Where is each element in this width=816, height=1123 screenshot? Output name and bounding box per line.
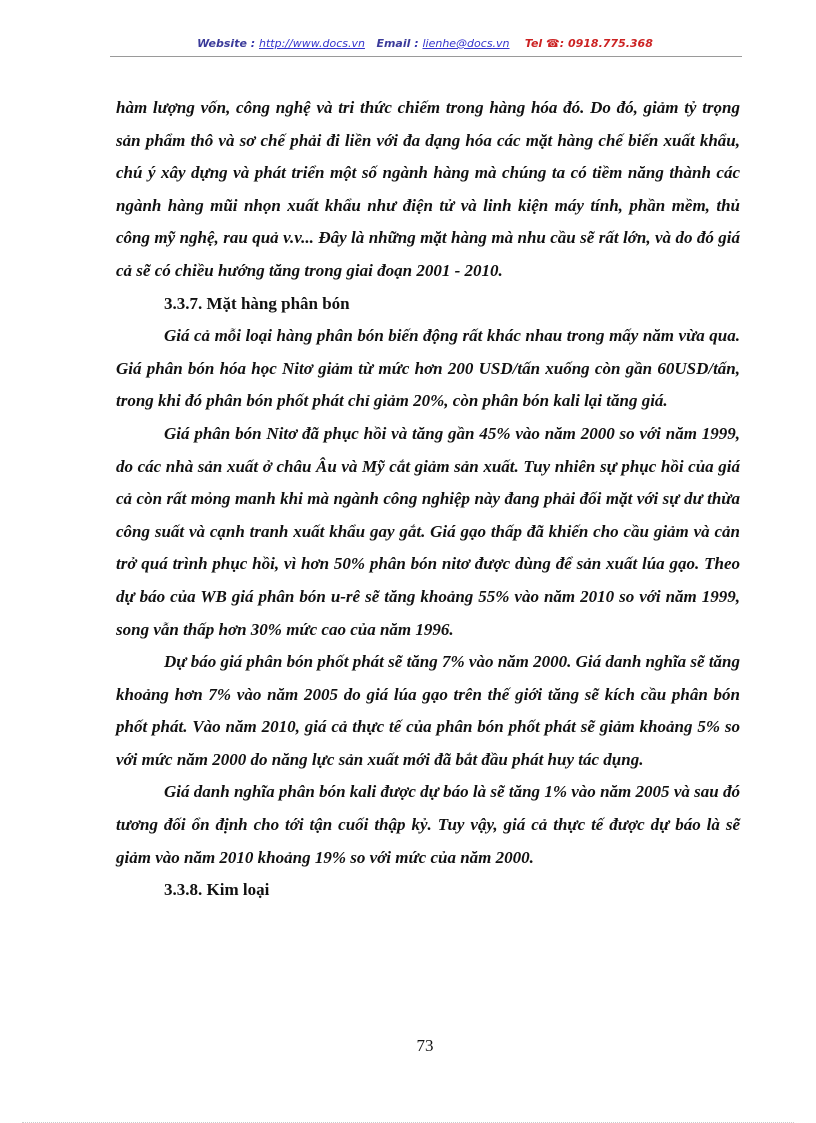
email-label: Email	[376, 37, 411, 50]
paragraph-3: Giá phân bón Nitơ đã phục hồi và tăng gần 45% vào năm 2000 so với năm 1999, do các nhà sản xuất ở châu Âu và Mỹ cắt giảm sản xuất. Tuy nhiên sự phục hồi của giá cả còn rất mỏng manh khi mà ngành công nghiệp này đang phải đối mặt với sự dư thừa công suất và cạnh tranh xuất khẩu gay gắt. Giá gạo thấp đã khiến cho cầu giảm và cản trở quá trình phục hồi, vì hơn 50% phân bón nitơ được dùng để sản xuất lúa gạo. Theo dự báo của WB giá phân bón u-rê sẽ tăng khoảng 55% vào năm 2010 so với năm 1999, song vẫn thấp hơn 30% mức cao của năm 1996.	[116, 423, 740, 639]
section-heading-fertilizer: 3.3.7. Mặt hàng phân bón	[164, 293, 350, 313]
page-header: Website : http://www.docs.vn Email : lienhe@docs.vn Tel ☎: 0918.775.368	[197, 37, 653, 50]
tel-value: : 0918.775.368	[559, 37, 653, 50]
website-label: Website	[197, 37, 247, 50]
paragraph-5: Giá danh nghĩa phân bón kali được dự báo là sẽ tăng 1% vào năm 2005 và sau đó tương đối ổn định cho tới tận cuối thập kỷ. Tuy vậy, giá cả thực tế được dự báo là sẽ giảm vào năm 2010 khoảng 19% so với mức của năm 2000.	[116, 782, 740, 867]
phone-icon: ☎	[546, 37, 560, 50]
email-link[interactable]: lienhe@docs.vn	[422, 37, 510, 50]
website-link[interactable]: http://www.docs.vn	[259, 37, 365, 50]
section-heading-metals: 3.3.8. Kim loại	[164, 880, 270, 900]
paragraph-4: Dự báo giá phân bón phốt phát sẽ tăng 7% vào năm 2000. Giá danh nghĩa sẽ tăng khoảng hơn 7% vào năm 2005 do giá lúa gạo trên thế giới tăng sẽ kích cầu phân bón phốt phát. Vào năm 2010, giá cả thực tế của phân bón phốt phát sẽ giảm khoảng 5% so với mức năm 2000 do năng lực sản xuất mới đã bắt đầu phát huy tác dụng.	[116, 652, 741, 769]
paragraph-1: hàm lượng vốn, công nghệ và tri thức chiếm trong hàng hóa đó. Do đó, giảm tỷ trọng sản phẩm thô và sơ chế phải đi liền với đa dạng hóa các mặt hàng chế biến xuất khẩu, chú ý xây dựng và phát triển một số ngành hàng mà chúng ta có tiềm năng thành các ngành hàng mũi nhọn xuất khẩu như điện tử và linh kiện máy tính, phần mềm, thủ công mỹ nghệ, rau quả v.v... Đây là những mặt hàng mà nhu cầu sẽ rất lớn, và do đó giá cả sẽ có chiều hướng tăng trong giai đoạn 2001 - 2010.	[116, 98, 740, 280]
paragraph-2: Giá cả mỗi loại hàng phân bón biến động rất khác nhau trong mấy năm vừa qua. Giá phân bón hóa học Nitơ giảm từ mức hơn 200 USD/tấn xuống còn gần 60USD/tấn, trong khi đó phân bón phốt phát chỉ giảm 20%, còn phân bón kali lại tăng giá.	[116, 326, 740, 411]
document-body	[116, 92, 740, 907]
page-number: 73	[416, 1036, 434, 1055]
tel-label: Tel	[524, 37, 543, 50]
header-rule	[110, 56, 742, 57]
